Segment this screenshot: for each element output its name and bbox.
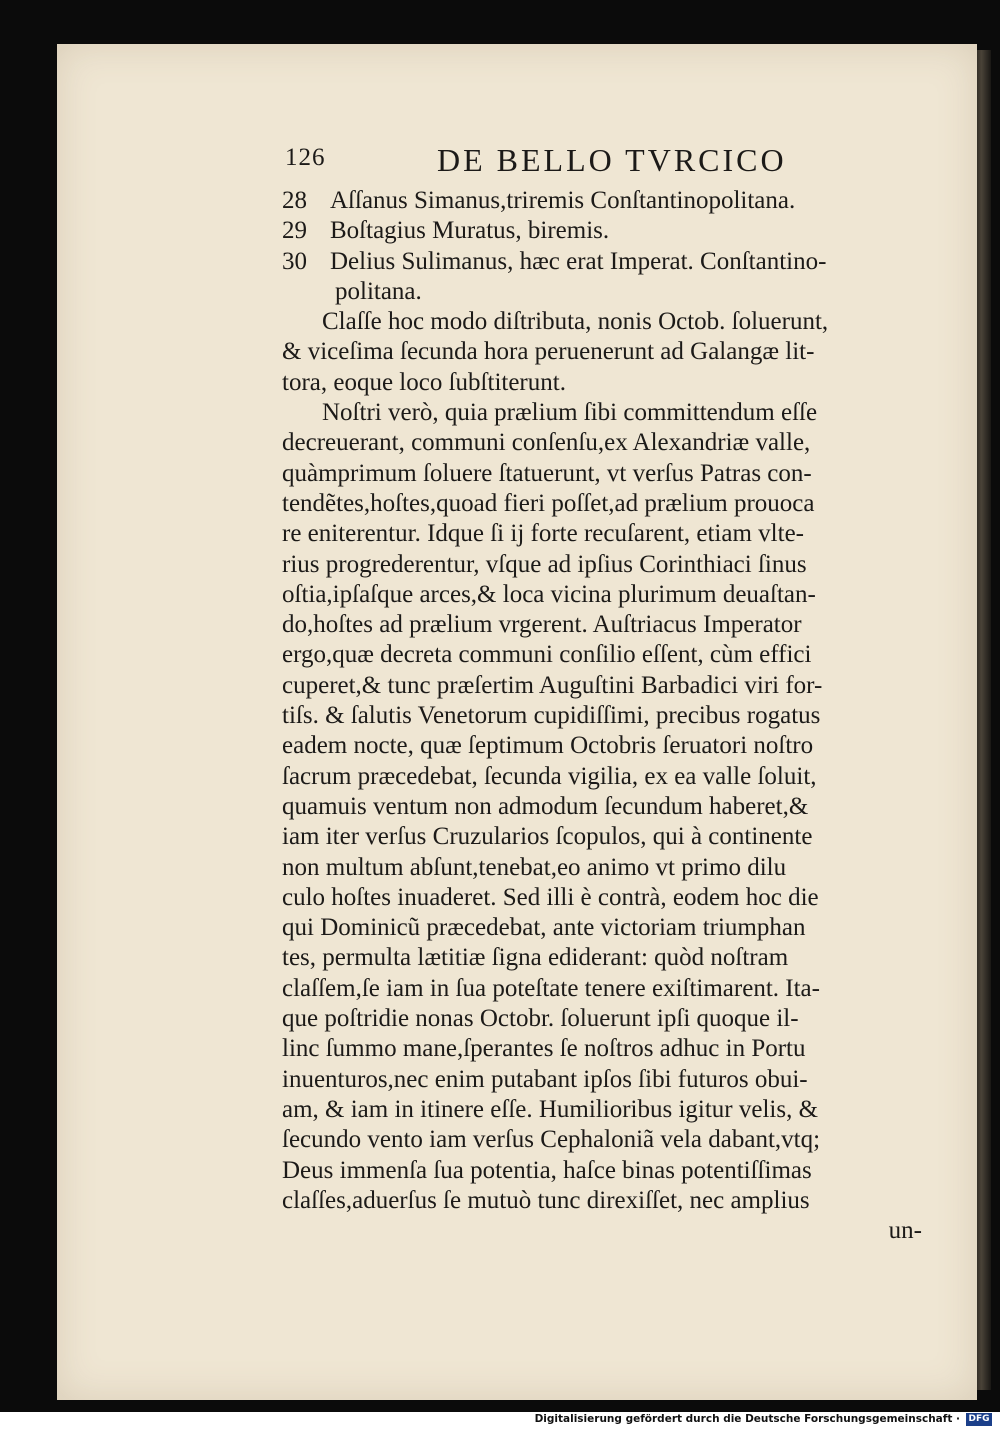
text-line: cuperet,& tunc præſertim Auguſtini Barbadici viri for- (282, 671, 823, 699)
text-line: Noſtri verò, quia prælium ſibi committendum eſſe (322, 399, 818, 427)
list-continuation: politana. (335, 277, 422, 305)
text-line: eadem nocte, quæ ſeptimum Octobris ſeruatori noſtro (282, 732, 814, 760)
text-line: decreuerant, communi conſenſu,ex Alexandriæ valle, (282, 429, 811, 457)
text-line: & viceſima ſecunda hora peruenerunt ad Galangæ lit- (282, 338, 815, 366)
list-item (282, 216, 932, 246)
text-line: quamuis ventum non admodum ſecundum haberet,& (282, 792, 809, 820)
catchword: un- (888, 1217, 922, 1245)
list-number: 28 (282, 187, 307, 214)
list-item (282, 186, 932, 216)
text-line: ſacrum præcedebat, ſecunda vigilia, ex ea valle ſoluit, (282, 762, 817, 790)
text-line: am, & iam in itinere eſſe. Humilioribus igitur velis, & (282, 1095, 819, 1123)
text-line: ſecundo vento iam verſus Cephaloniã vela dabant,vtq; (282, 1126, 821, 1154)
text-line: tora, eoque loco ſubſtiterunt. (282, 368, 566, 396)
page-edge (975, 50, 991, 1390)
text-line: qui Dominicũ præcedebat, ante victoriam triumphan (282, 914, 806, 942)
text-line: ergo,quæ decreta communi conſilio eſſent, cùm effici (282, 641, 812, 669)
body-text (282, 186, 932, 1246)
text-line: rius progrederentur, vſque ad ipſius Corinthiaci ſinus (282, 550, 807, 578)
funding-credit: Digitalisierung gefördert durch die Deutsche Forschungsgemeinschaft · (534, 1413, 960, 1425)
paragraph-lines (282, 307, 932, 1216)
text-line: culo hoſtes inuaderet. Sed illi è contrà, eodem hoc die (282, 883, 819, 911)
text-line: Deus immenſa ſua potentia, haſce binas potentiſſimas (282, 1156, 812, 1184)
text-line: re eniterentur. Idque ſi ij forte recuſarent, etiam vlte- (282, 520, 804, 548)
text-line: tendẽtes,hoſtes,quoad fieri poſſet,ad prælium prouoca (282, 489, 815, 517)
page-number: 126 (285, 144, 326, 171)
text-line: linc ſummo mane,ſperantes ſe noſtros adhuc in Portu (282, 1035, 806, 1063)
list-text: Aſſanus Simanus,triremis Conſtantinopolitana. (330, 187, 796, 214)
text-line: tiſs. & ſalutis Venetorum cupidiſſimi, precibus rogatus (282, 702, 821, 730)
running-head (285, 142, 925, 182)
text-line: claſſem,ſe iam in ſua poteſtate tenere exiſtimarent. Ita- (282, 974, 820, 1002)
text-line: Claſſe hoc modo diſtributa, nonis Octob. ſoluerunt, (322, 308, 829, 336)
text-line: que poſtridie nonas Octobr. ſoluerunt ipſi quoque il- (282, 1005, 799, 1033)
dfg-logo: DFG (966, 1413, 992, 1426)
list-number: 29 (282, 217, 307, 245)
list-item (282, 247, 932, 277)
list-text: Boſtagius Muratus, biremis. (330, 217, 610, 245)
list-number: 30 (282, 247, 307, 275)
text-line: quàmprimum ſoluere ſtatuerunt, vt verſus Patras con- (282, 459, 812, 487)
text-line: claſſes,aduerſus ſe mutuò tunc direxiſſet, nec amplius (282, 1186, 810, 1214)
text-line: tes, permulta lætitiæ ſigna ediderant: quòd noſtram (282, 944, 789, 972)
text-line: inuenturos,nec enim putabant ipſos ſibi futuros obui- (282, 1065, 808, 1093)
text-line: non multum abſunt,tenebat,eo animo vt primo dilu (282, 853, 787, 881)
text-line: iam iter verſus Cruzularios ſcopulos, qui à continente (282, 823, 813, 851)
running-title: DE BELLO TVRCICO (437, 142, 787, 178)
list-text: Delius Sulimanus, hæc erat Imperat. Conſtantino- (330, 247, 827, 275)
text-line: oſtia,ipſaſque arces,& loca vicina plurimum deuaſtan- (282, 580, 816, 608)
text-line: do,hoſtes ad prælium vrgerent. Auſtriacus Imperator (282, 611, 802, 639)
